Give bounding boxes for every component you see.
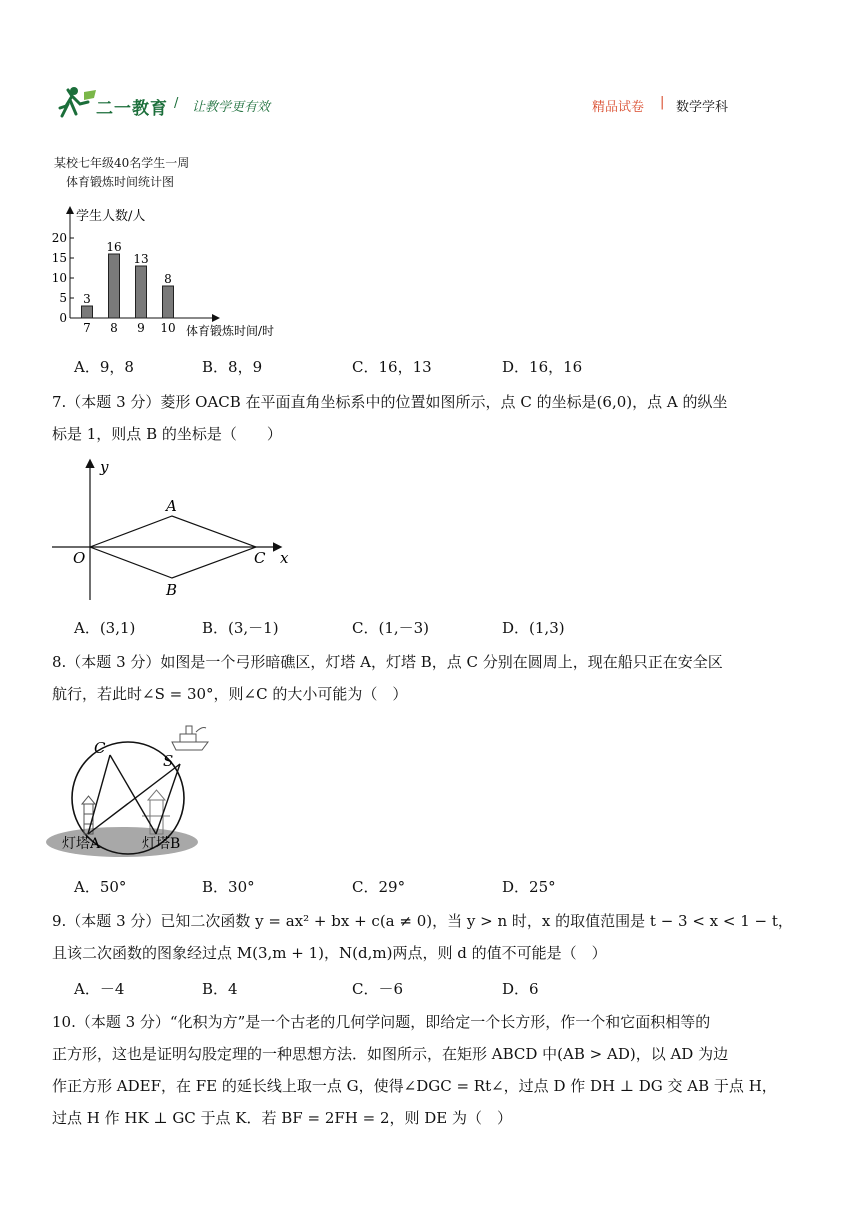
x-tick-label: 8 xyxy=(110,321,118,335)
line-b-s xyxy=(156,764,180,834)
label-y: y xyxy=(100,458,109,476)
label-b: B xyxy=(166,581,178,599)
q8-text-line2: 航行，若此时∠S = 30°，则∠C 的大小可能为（ ） xyxy=(52,685,408,703)
q9-option-b: B．4 xyxy=(202,980,238,998)
rhombus-diagram xyxy=(48,455,298,605)
q7-option-b: B．(3,－1) xyxy=(202,619,279,637)
brand-name: 二一教育 xyxy=(96,99,168,119)
label-s: S xyxy=(163,752,174,770)
reef-diagram xyxy=(46,716,216,862)
q7-option-c: C．(1,－3) xyxy=(352,619,430,637)
chart-title-line2: 体育锻炼时间统计图 xyxy=(66,175,175,189)
header-slash: / xyxy=(174,96,179,111)
q8-text-line1: 8.（本题 3 分）如图是一个弓形暗礁区，灯塔 A，灯塔 B，点 C 分别在圆周上，现在船只正在安全区 xyxy=(52,653,723,671)
bar-data-label: 16 xyxy=(106,240,122,254)
bar-data-label: 13 xyxy=(133,252,149,266)
label-lighthouse-b: 灯塔B xyxy=(142,836,181,852)
bar-data-label: 8 xyxy=(164,272,172,286)
q8-option-d: D．25° xyxy=(502,878,556,896)
q10-text-line1: 10.（本题 3 分）“化积为方”是一个古老的几何学问题，即给定一个长方形，作一个和它面积相等的 xyxy=(52,1013,711,1031)
q10-text-line3: 作正方形 ADEF，在 FE 的延长线上取一点 G，使得∠DGC = Rt∠，过点 D 作 DH ⊥ DG 交 AB 于点 H， xyxy=(52,1077,777,1095)
line-a-s xyxy=(88,764,180,834)
label-o: O xyxy=(73,549,86,567)
ship-icon xyxy=(172,726,208,750)
q8-option-c: C．29° xyxy=(352,878,406,896)
bar-data-label: 3 xyxy=(83,292,91,306)
bar xyxy=(163,286,174,318)
label-x: x xyxy=(280,549,289,567)
y-tick-label: 5 xyxy=(59,291,67,305)
y-tick-label: 20 xyxy=(51,231,67,245)
q6-option-b: B．8，9 xyxy=(202,358,263,376)
x-axis-label: 体育锻炼时间/时 xyxy=(186,324,275,338)
lighthouse-b-icon xyxy=(142,790,170,834)
line-a-c xyxy=(88,755,110,834)
bar-chart xyxy=(50,200,320,345)
x-tick-label: 10 xyxy=(160,321,176,335)
q9-option-d: D．6 xyxy=(502,980,539,998)
q7-text-line1: 7.（本题 3 分）菱形 OACB 在平面直角坐标系中的位置如图所示，点 C 的坐标是(6,0)，点 A 的纵坐 xyxy=(52,393,728,411)
label-lighthouse-a: 灯塔A xyxy=(62,836,101,852)
q6-option-d: D．16，16 xyxy=(502,358,583,376)
q10-text-line4: 过点 H 作 HK ⊥ GC 于点 K．若 BF = 2FH = 2，则 DE 为（ ） xyxy=(52,1109,513,1127)
y-tick-label: 10 xyxy=(51,271,67,285)
line-c-b xyxy=(110,755,156,834)
q7-option-a: A．(3,1) xyxy=(74,619,136,637)
chart-title-line1: 某校七年级40名学生一周 xyxy=(54,156,190,170)
q8-option-a: A．50° xyxy=(74,878,127,896)
label-c: C xyxy=(94,739,106,757)
q7-option-d: D．(1,3) xyxy=(502,619,565,637)
brand-slogan: 让教学更有效 xyxy=(192,100,271,115)
x-tick-label: 9 xyxy=(137,321,145,335)
q7-text-line2: 标是 1，则点 B 的坐标是（ ） xyxy=(52,425,282,443)
x-tick-label: 7 xyxy=(83,321,91,335)
q9-text-line1: 9.（本题 3 分）已知二次函数 y = ax² + bx + c(a ≠ 0)，当 y > n 时，x 的取值范围是 t − 3 < x < 1 − t， xyxy=(52,912,793,930)
q9-text-line2: 且该二次函数的图象经过点 M(3,m + 1)，N(d,m)两点，则 d 的值不可能是（ ） xyxy=(52,944,607,962)
brand-logo-icon xyxy=(58,86,98,118)
q6-option-c: C．16，13 xyxy=(352,358,432,376)
label-a: A xyxy=(166,497,177,515)
y-axis-label: 学生人数/人 xyxy=(76,209,146,224)
bar xyxy=(82,306,93,318)
q6-option-a: A．9，8 xyxy=(74,358,134,376)
q8-option-b: B．30° xyxy=(202,878,255,896)
header-label-subject: 数学学科 xyxy=(676,100,729,115)
bar xyxy=(136,266,147,318)
bar xyxy=(109,254,120,318)
q9-option-c: C．－6 xyxy=(352,980,404,998)
y-tick-label: 15 xyxy=(51,251,67,265)
y-tick-label: 0 xyxy=(59,311,67,325)
header-separator: | xyxy=(660,95,665,110)
q10-text-line2: 正方形，这也是证明勾股定理的一种思想方法．如图所示，在矩形 ABCD 中(AB > AD)，以 AD 为边 xyxy=(52,1045,729,1063)
q9-option-a: A．－4 xyxy=(74,980,125,998)
label-c: C xyxy=(254,549,266,567)
header-label-quality: 精品试卷 xyxy=(592,100,645,115)
